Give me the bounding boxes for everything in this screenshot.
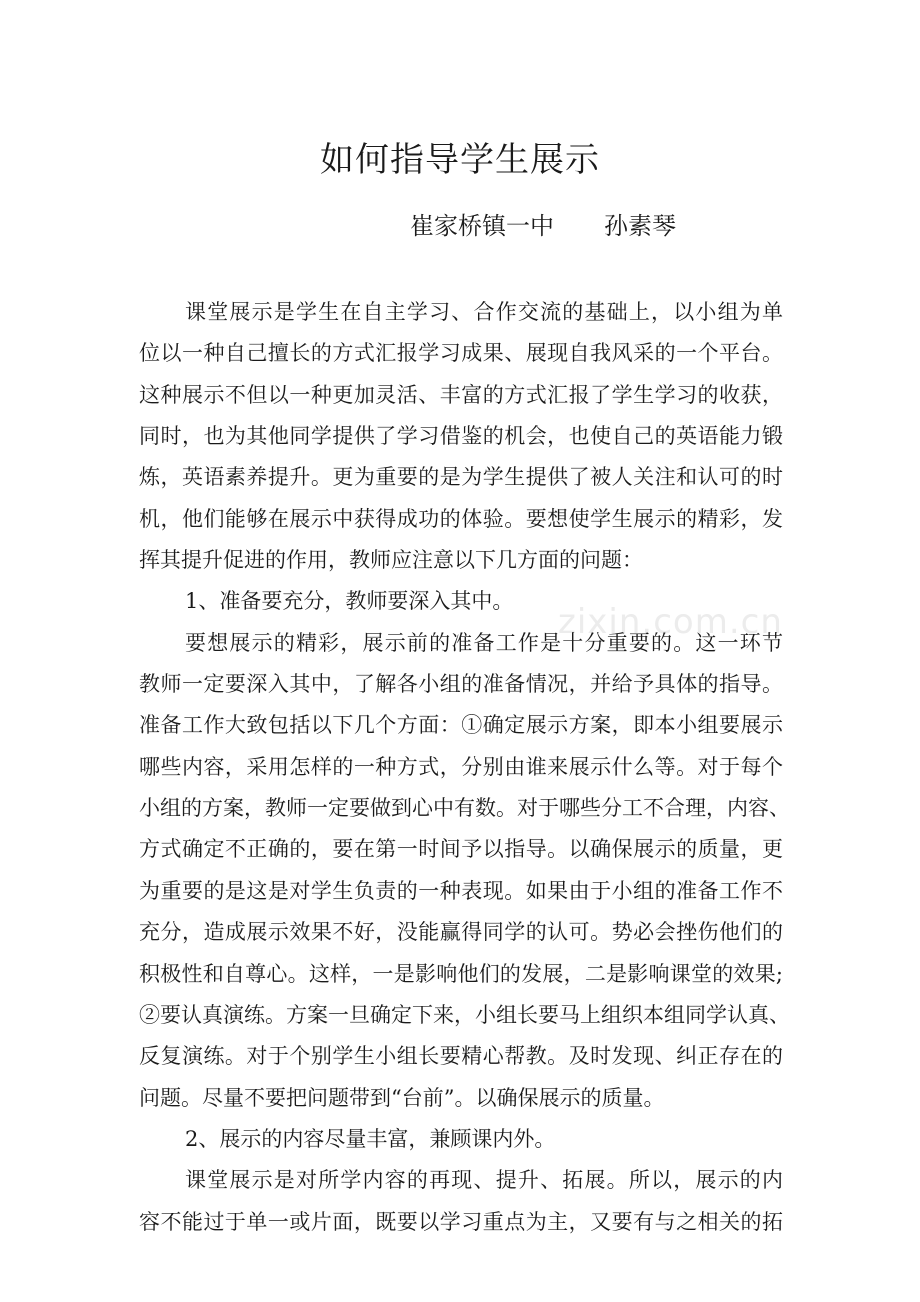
byline [410,206,676,246]
body-line: 哪些内容，采用怎样的一种方式，分别由谁来展示什么等。对于每个 [139,754,783,779]
body-line: 这种展示不但以一种更加灵活、丰富的方式汇报了学生学习的收获， [139,382,783,407]
document-body [139,292,790,1243]
body-line: 机，他们能够在展示中获得成功的体验。要想使学生展示的精彩，发 [139,506,783,531]
body-line: 2、展示的内容尽量丰富，兼顾课内外。 [185,1126,556,1151]
body-line: 同时，也为其他同学提供了学习借鉴的机会，也使自己的英语能力锻 [139,424,783,449]
document-title: 如何指导学生展示 [320,140,600,180]
body-line: 课堂展示是对所学内容的再现、提升、拓展。所以，展示的内 [185,1168,783,1193]
watermark: zixin.com.cn [558,602,783,642]
body-line: 为重要的是这是对学生负责的一种表现。如果由于小组的准备工作不 [139,878,783,903]
body-line: 炼，英语素养提升。更为重要的是为学生提供了被人关注和认可的时 [139,465,783,490]
body-line: 挥其提升促进的作用，教师应注意以下几方面的问题： [139,548,643,573]
body-line: 1、准备要充分，教师要深入其中。 [185,589,514,614]
body-line: 方式确定不正确的，要在第一时间予以指导。以确保展示的质量，更 [139,837,783,862]
body-line: 要想展示的精彩，展示前的准备工作是十分重要的。这一环节 [185,630,783,655]
body-line: 反复演练。对于个别学生小组长要精心帮教。及时发现、纠正存在的 [139,1044,783,1069]
body-line: 位以一种自己擅长的方式汇报学习成果、展现自我风采的一个平台。 [139,341,783,366]
body-line: 问题。尽量不要把问题带到“台前”。以确保展示的质量。 [139,1085,665,1110]
byline-school: 崔家桥镇一中 [410,212,554,240]
body-line: 教师一定要深入其中，了解各小组的准备情况，并给予具体的指导。 [139,672,783,697]
body-line: 积极性和自尊心。这样，一是影响他们的发展，二是影响课堂的效果; [139,961,783,986]
byline-author: 孙素琴 [604,212,676,240]
body-line: 充分，造成展示效果不好，没能赢得同学的认可。势必会挫伤他们的 [139,920,783,945]
body-line: 准备工作大致包括以下几个方面：①确定展示方案，即本小组要展示 [139,713,783,738]
body-line: 容不能过于单一或片面，既要以学习重点为主，又要有与之相关的拓 [139,1209,783,1234]
body-line: 小组的方案，教师一定要做到心中有数。对于哪些分工不合理，内容、 [139,796,790,821]
body-line: 课堂展示是学生在自主学习、合作交流的基础上，以小组为单 [185,300,783,324]
body-line: ②要认真演练。方案一旦确定下来，小组长要马上组织本组同学认真、 [139,1002,790,1027]
